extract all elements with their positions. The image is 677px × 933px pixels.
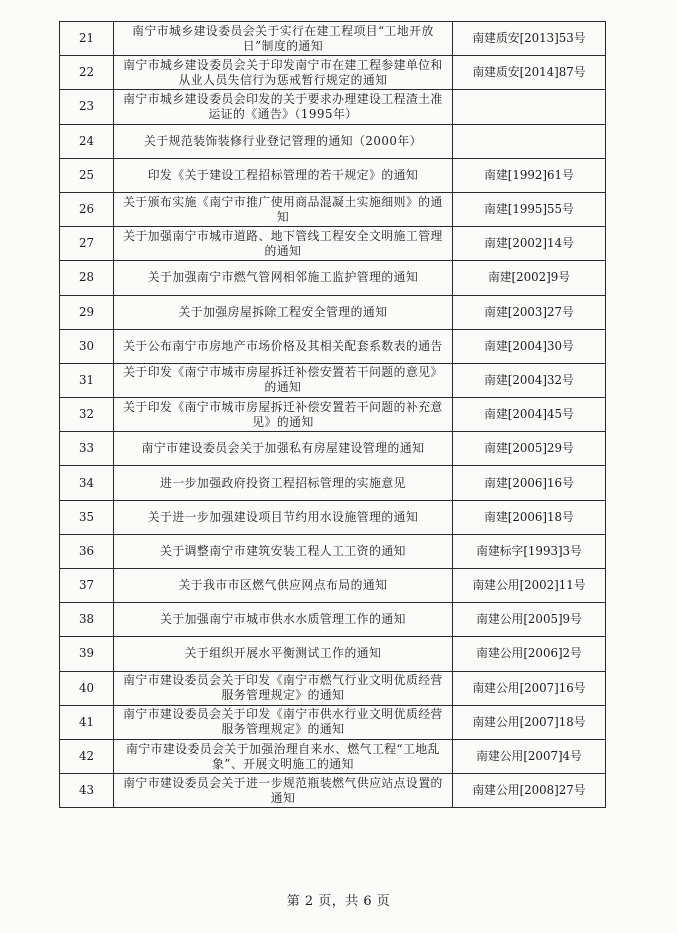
document-number-cell: 南建标字[1993]3号 [453,534,606,568]
document-number-cell: 南建[2002]14号 [453,227,606,261]
table-row [60,22,606,56]
document-number-cell: 南建公用[2007]18号 [453,705,606,739]
table-row [60,329,606,363]
row-number-cell: 33 [60,432,114,466]
document-title-cell: 关于加强房屋拆除工程安全管理的通知 [114,295,453,329]
document-title-cell: 关于我市市区燃气供应网点布局的通知 [114,569,453,603]
table-row [60,295,606,329]
table-row [60,705,606,739]
table-row [60,56,606,90]
document-title-cell: 关于印发《南宁市城市房屋拆迁补偿安置若干问题的补充意见》的通知 [114,398,453,432]
row-number-cell: 23 [60,90,114,124]
table-row [60,398,606,432]
row-number-cell: 25 [60,158,114,192]
table-row [60,603,606,637]
table-row [60,363,606,397]
page-number-footer: 第 2 页，共 6 页 [286,894,391,909]
document-title-cell: 关于规范装饰装修行业登记管理的通知（2000年） [114,124,453,158]
table-row [60,227,606,261]
document-title-cell: 南宁市建设委员会关于加强治理自来水、燃气工程“工地乱象”、开展文明施工的通知 [114,739,453,773]
document-title-cell: 关于调整南宁市建筑安装工程人工工资的通知 [114,534,453,568]
document-title-cell: 印发《关于建设工程招标管理的若干规定》的通知 [114,158,453,192]
document-number-cell: 南建[2004]30号 [453,329,606,363]
document-title-cell: 关于进一步加强建设项目节约用水设施管理的通知 [114,500,453,534]
row-number-cell: 24 [60,124,114,158]
row-number-cell: 42 [60,739,114,773]
document-title-cell: 关于印发《南宁市城市房屋拆迁补偿安置若干问题的意见》的通知 [114,363,453,397]
document-title-cell: 进一步加强政府投资工程招标管理的实施意见 [114,466,453,500]
document-title-cell: 关于颁布实施《南宁市推广使用商品混凝土实施细则》的通知 [114,192,453,226]
row-number-cell: 28 [60,261,114,295]
document-number-cell: 南建公用[2007]4号 [453,739,606,773]
table-row [60,158,606,192]
document-title-cell: 关于加强南宁市城市道路、地下管线工程安全文明施工管理的通知 [114,227,453,261]
table-row [60,432,606,466]
row-number-cell: 43 [60,774,114,808]
row-number-cell: 29 [60,295,114,329]
document-number-cell: 南建[2002]9号 [453,261,606,295]
table-row [60,124,606,158]
document-number-cell [453,124,606,158]
document-number-cell: 南建公用[2005]9号 [453,603,606,637]
table-row [60,637,606,671]
document-number-cell: 南建[2004]45号 [453,398,606,432]
table-row [60,192,606,226]
document-number-cell: 南建质安[2014]87号 [453,56,606,90]
document-number-cell: 南建[2003]27号 [453,295,606,329]
document-title-cell: 关于加强南宁市燃气管网相邻施工监护管理的通知 [114,261,453,295]
document-number-cell: 南建[2005]29号 [453,432,606,466]
document-number-cell: 南建[2006]16号 [453,466,606,500]
row-number-cell: 32 [60,398,114,432]
document-title-cell: 南宁市建设委员会关于印发《南宁市供水行业文明优质经营服务管理规定》的通知 [114,705,453,739]
document-number-cell: 南建[1995]55号 [453,192,606,226]
document-number-cell [453,90,606,124]
document-title-cell: 南宁市建设委员会关于加强私有房屋建设管理的通知 [114,432,453,466]
row-number-cell: 38 [60,603,114,637]
row-number-cell: 39 [60,637,114,671]
row-number-cell: 40 [60,671,114,705]
document-number-cell: 南建公用[2002]11号 [453,569,606,603]
document-number-cell: 南建公用[2006]2号 [453,637,606,671]
document-title-cell: 南宁市建设委员会关于进一步规范瓶装燃气供应站点设置的通知 [114,774,453,808]
row-number-cell: 34 [60,466,114,500]
row-number-cell: 30 [60,329,114,363]
row-number-cell: 21 [60,22,114,56]
row-number-cell: 41 [60,705,114,739]
document-number-cell: 南建公用[2007]16号 [453,671,606,705]
document-number-cell: 南建[2006]18号 [453,500,606,534]
row-number-cell: 27 [60,227,114,261]
row-number-cell: 31 [60,363,114,397]
row-number-cell: 22 [60,56,114,90]
document-number-cell: 南建[2004]32号 [453,363,606,397]
document-title-cell: 南宁市城乡建设委员会印发的关于要求办理建设工程渣土准运证的《通告》（1995年） [114,90,453,124]
document-number-cell: 南建公用[2008]27号 [453,774,606,808]
row-number-cell: 36 [60,534,114,568]
row-number-cell: 37 [60,569,114,603]
table-row [60,466,606,500]
table-row [60,90,606,124]
document-title-cell: 关于公布南宁市房地产市场价格及其相关配套系数表的通告 [114,329,453,363]
table-row [60,534,606,568]
regulations-table [59,21,606,808]
table-row [60,774,606,808]
document-title-cell: 关于加强南宁市城市供水水质管理工作的通知 [114,603,453,637]
document-title-cell: 南宁市城乡建设委员会关于实行在建工程项目“工地开放日”制度的通知 [114,22,453,56]
document-title-cell: 南宁市建设委员会关于印发《南宁市燃气行业文明优质经营服务管理规定》的通知 [114,671,453,705]
row-number-cell: 35 [60,500,114,534]
document-title-cell: 关于组织开展水平衡测试工作的通知 [114,637,453,671]
row-number-cell: 26 [60,192,114,226]
table-row [60,500,606,534]
table-row [60,671,606,705]
table-row [60,569,606,603]
table-row [60,261,606,295]
document-number-cell: 南建质安[2013]53号 [453,22,606,56]
table-row [60,739,606,773]
document-number-cell: 南建[1992]61号 [453,158,606,192]
document-title-cell: 南宁市城乡建设委员会关于印发南宁市在建工程参建单位和从业人员失信行为惩戒暂行规定的通知 [114,56,453,90]
table-body [60,22,606,808]
